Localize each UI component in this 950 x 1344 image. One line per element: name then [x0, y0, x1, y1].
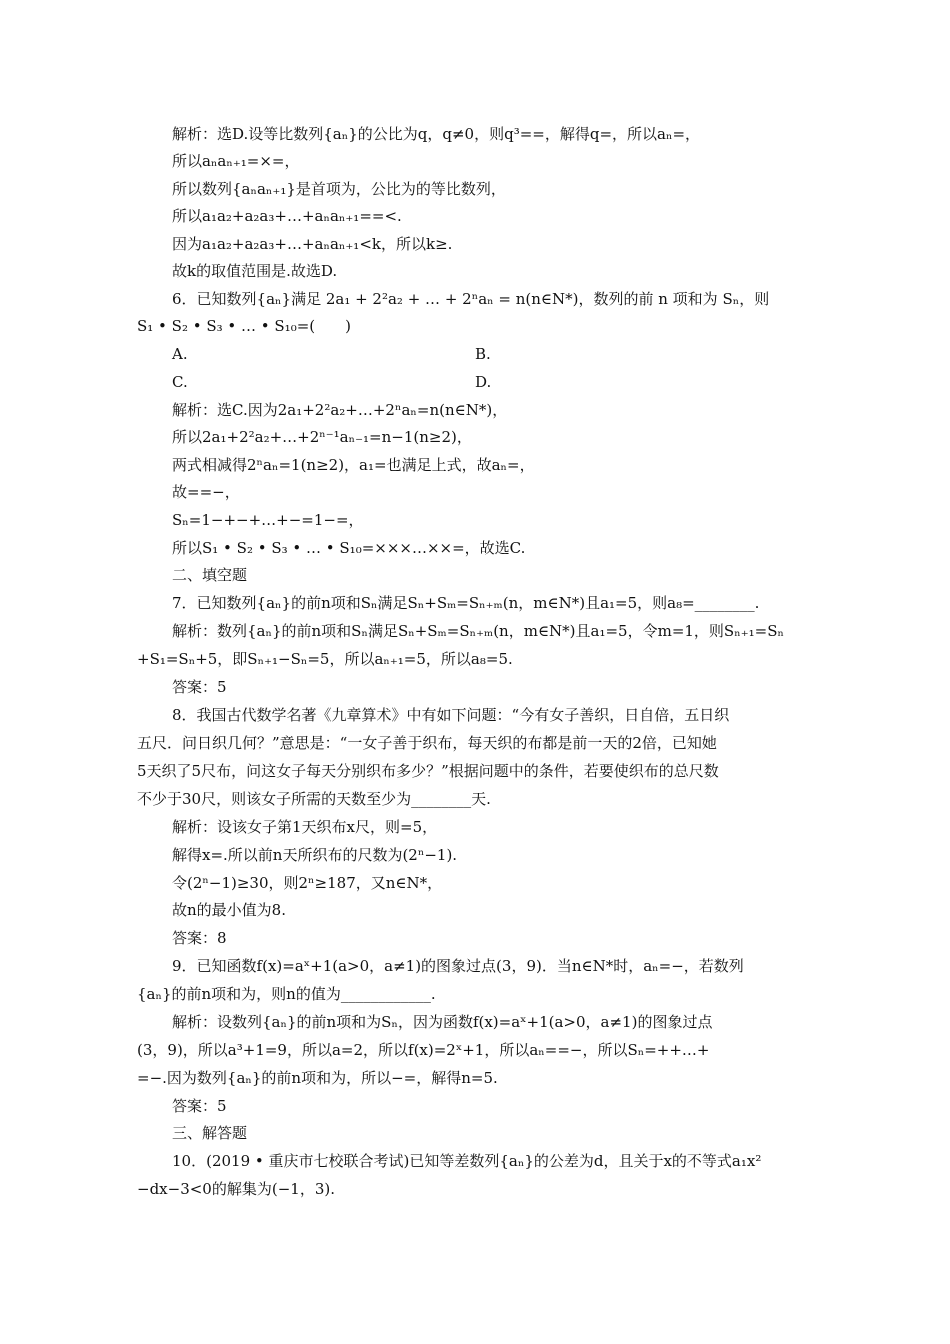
text-line: 令(2ⁿ−1)≥30，则2ⁿ≥187，又n∈N*， — [172, 874, 443, 892]
text-line: 所以S₁ • S₂ • S₃ • … • S₁₀=×××…××=，故选C. — [172, 539, 526, 557]
text-line: S₁ • S₂ • S₃ • … • S₁₀=( ) — [137, 317, 351, 335]
option-d: D. — [475, 373, 492, 391]
text-line: 故==−， — [172, 483, 240, 501]
answer-line: 答案：8 — [172, 929, 227, 947]
text-line: 所以aₙaₙ₊₁=×=， — [172, 152, 300, 170]
text-line: −dx−3<0的解集为(−1，3). — [137, 1180, 335, 1198]
section-heading: 三、解答题 — [172, 1124, 248, 1142]
question-9: 9．已知函数f(x)=aˣ+1(a>0，a≠1)的图象过点(3，9)．当n∈N*时，aₙ=−，若数列 — [172, 957, 744, 975]
text-line: 解析：数列{aₙ}的前n项和Sₙ满足Sₙ+Sₘ=Sₙ₊ₘ(n，m∈N*)且a₁=5，令m=1，则Sₙ₊₁=Sₙ — [172, 622, 784, 640]
text-line: 故k的取值范围是.故选D. — [172, 262, 338, 280]
answer-line: 答案：5 — [172, 678, 227, 696]
text-line: Sₙ=1−+−+…+−=1−=， — [172, 511, 364, 529]
question-7: 7．已知数列{aₙ}的前n项和Sₙ满足Sₙ+Sₘ=Sₙ₊ₘ(n，m∈N*)且a₁=5，则a₈=________. — [172, 594, 760, 612]
text-line: 因为a₁a₂+a₂a₃+…+aₙaₙ₊₁<k，所以k≥. — [172, 235, 453, 253]
text-line: 解析：设该女子第1天织布x尺，则=5， — [172, 818, 438, 836]
text-line: {aₙ}的前n项和为，则n的值为____________. — [137, 985, 436, 1003]
question-10: 10．(2019 • 重庆市七校联合考试)已知等差数列{aₙ}的公差为d，且关于x的不等式a₁x² — [172, 1152, 762, 1170]
option-c: C. — [172, 373, 188, 391]
text-line: =−.因为数列{aₙ}的前n项和为，所以−=，解得n=5. — [137, 1069, 498, 1087]
text-line: 所以a₁a₂+a₂a₃+…+aₙaₙ₊₁==<. — [172, 207, 402, 225]
text-line: 不少于30尺，则该女子所需的天数至少为________天. — [137, 790, 491, 808]
text-line: 解得x=.所以前n天所织布的尺数为(2ⁿ−1). — [172, 846, 458, 864]
text-line: +S₁=Sₙ+5，即Sₙ₊₁−Sₙ=5，所以aₙ₊₁=5，所以a₈=5. — [137, 650, 513, 668]
question-6: 6．已知数列{aₙ}满足 2a₁ + 2²a₂ + … + 2ⁿaₙ = n(n∈N*)，数列的前 n 项和为 Sₙ，则 — [172, 290, 770, 308]
text-line: 5天织了5尺布，问这女子每天分别织布多少？”根据问题中的条件，若要使织布的总尺数 — [137, 762, 719, 780]
text-line: 故n的最小值为8. — [172, 901, 286, 919]
text-line: 所以数列{aₙaₙ₊₁}是首项为，公比为的等比数列， — [172, 180, 506, 198]
section-heading: 二、填空题 — [172, 566, 248, 584]
text-line: 所以2a₁+2²a₂+…+2ⁿ⁻¹aₙ₋₁=n−1(n≥2)， — [172, 428, 472, 446]
option-a: A. — [172, 345, 188, 363]
text-line: 解析：设数列{aₙ}的前n项和为Sₙ，因为函数f(x)=aˣ+1(a>0，a≠1)的图象过点 — [172, 1013, 713, 1031]
text-line: 两式相减得2ⁿaₙ=1(n≥2)，a₁=也满足上式，故aₙ=， — [172, 456, 535, 474]
answer-line: 答案：5 — [172, 1097, 227, 1115]
question-8: 8．我国古代数学名著《九章算术》中有如下问题：“今有女子善织，日自倍，五日织 — [172, 706, 730, 724]
text-line: 解析：选C.因为2a₁+2²a₂+…+2ⁿaₙ=n(n∈N*)， — [172, 401, 508, 419]
text-line: (3，9)，所以a³+1=9，所以a=2，所以f(x)=2ˣ+1，所以aₙ==−，所以Sₙ=++…+ — [137, 1041, 710, 1059]
text-line: 解析：选D.设等比数列{aₙ}的公比为q，q≠0，则q³==，解得q=，所以aₙ=， — [172, 125, 701, 143]
option-b: B. — [475, 345, 491, 363]
text-line: 五尺．问日织几何？”意思是：“一女子善于织布，每天织的布都是前一天的2倍，已知她 — [137, 734, 717, 752]
